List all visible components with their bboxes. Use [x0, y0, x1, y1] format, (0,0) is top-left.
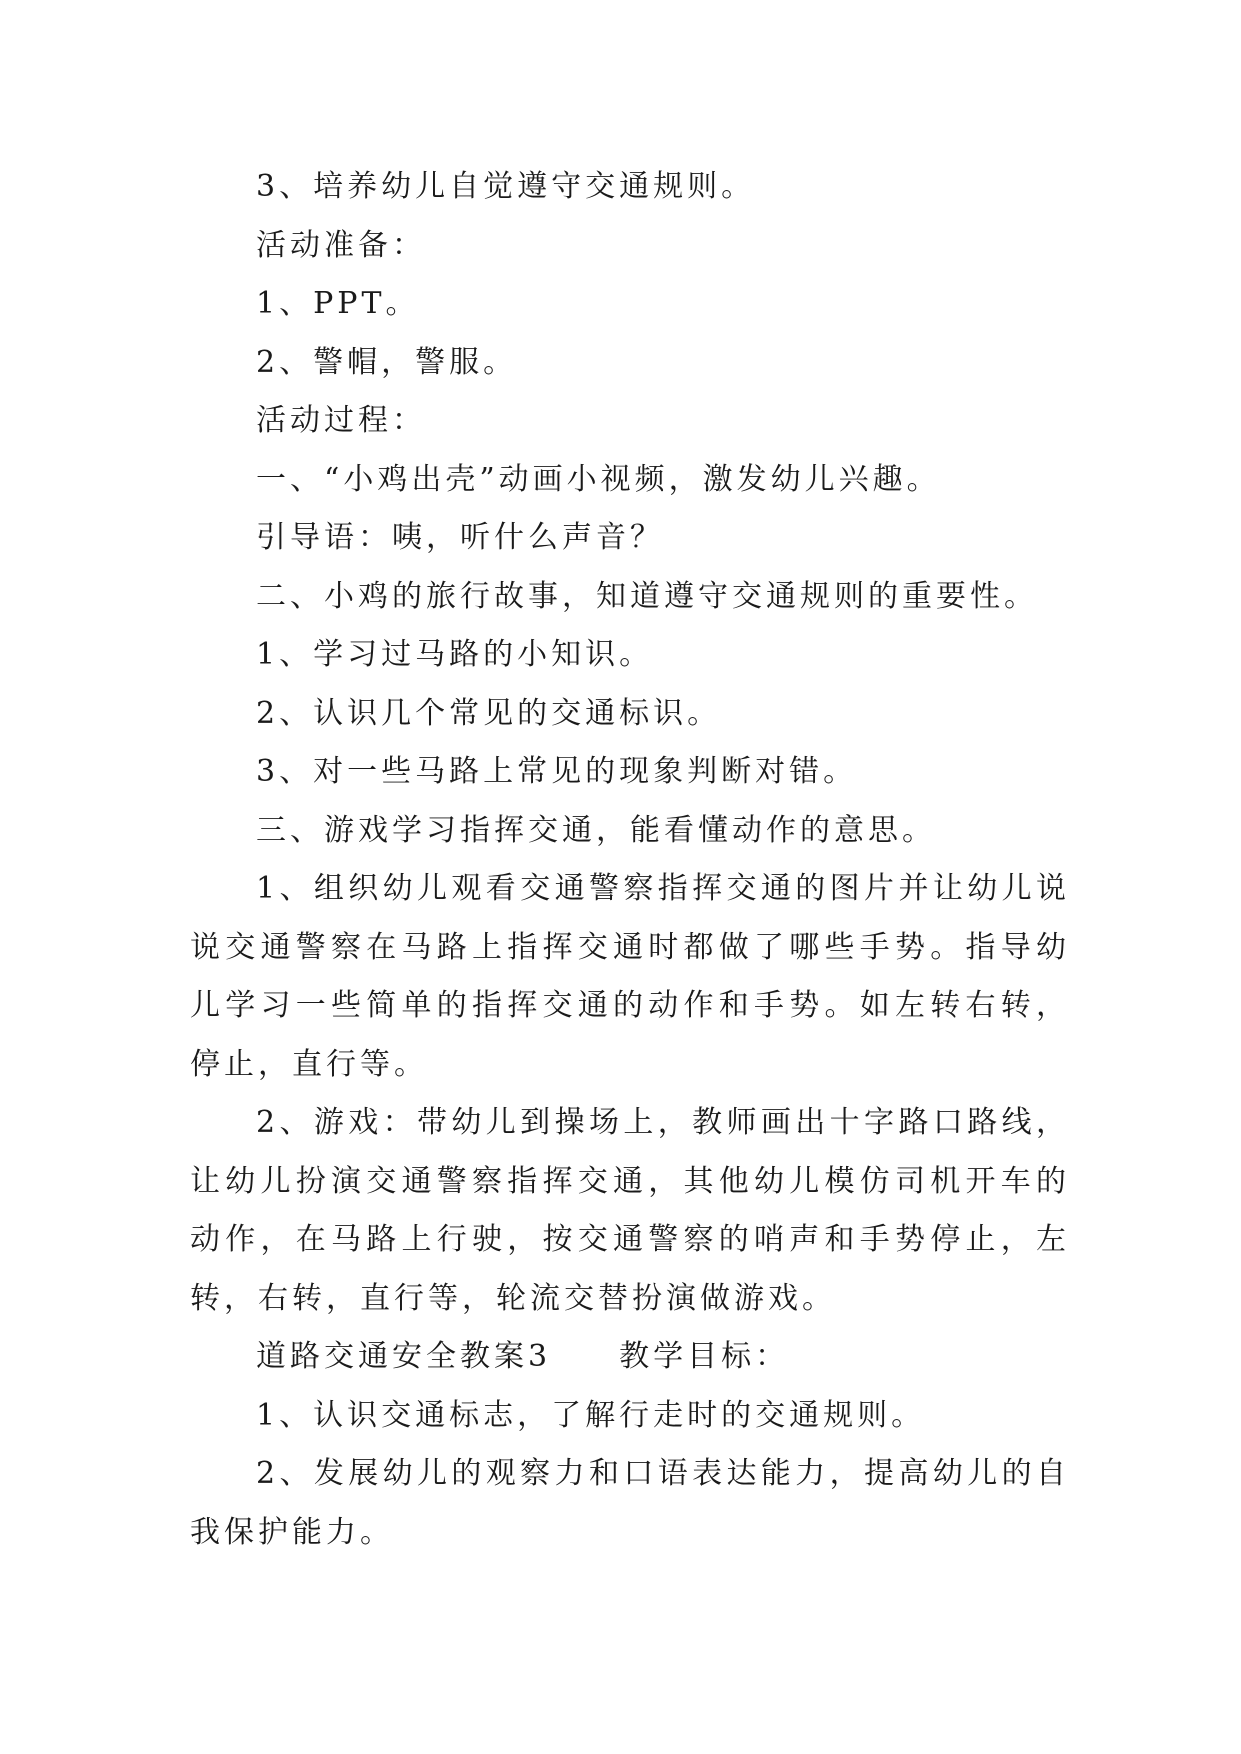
- paragraph-step-3-item-1: 1、组织幼儿观看交通警察指挥交通的图片并让幼儿说说交通警察在马路上指挥交通时都做了哪些手势。指导幼儿学习一些简单的指挥交通的动作和手势。如左转右转，停止，直行等。: [190, 871, 1070, 1082]
- paragraph-step-2-item-3: 3、对一些马路上常见的现象判断对错。: [256, 754, 858, 789]
- paragraph-objective-2: 2、发展幼儿的观察力和口语表达能力，提高幼儿的自我保护能力。: [190, 1456, 1070, 1550]
- paragraph-step-2-item-1: 1、学习过马路的小知识。: [256, 637, 654, 672]
- heading-lesson-plan-3: 道路交通安全教案3 教学目标：: [256, 1339, 790, 1374]
- paragraph-step-1: 一、“小鸡出壳”动画小视频，激发幼儿兴趣。: [256, 461, 941, 497]
- paragraph-step-3-item-2: 2、游戏：带幼儿到操场上，教师画出十字路口路线，让幼儿扮演交通警察指挥交通，其他幼儿模仿司机开车的动作，在马路上行驶，按交通警察的哨声和手势停止，左转，右转，直行等，轮流交替扮演做游戏。: [190, 1105, 1070, 1316]
- paragraph-objective-1: 1、认识交通标志，了解行走时的交通规则。: [256, 1397, 926, 1433]
- paragraph-guide-words: 引导语：咦，听什么声音？: [256, 520, 664, 555]
- paragraph-step-2-item-2: 2、认识几个常见的交通标识。: [256, 695, 722, 731]
- paragraph-prep-1: 1、PPT。: [256, 286, 420, 321]
- heading-activity-process: 活动过程：: [256, 403, 426, 438]
- paragraph-goal-3: 3、培养幼儿自觉遵守交通规则。: [256, 169, 756, 204]
- paragraph-step-3: 三、游戏学习指挥交通，能看懂动作的意思。: [256, 812, 936, 848]
- heading-activity-preparation: 活动准备：: [256, 227, 426, 263]
- document-body: [190, 158, 1070, 1562]
- paragraph-step-2: 二、小鸡的旅行故事，知道遵守交通规则的重要性。: [256, 578, 1038, 614]
- paragraph-prep-2: 2、警帽，警服。: [256, 344, 518, 380]
